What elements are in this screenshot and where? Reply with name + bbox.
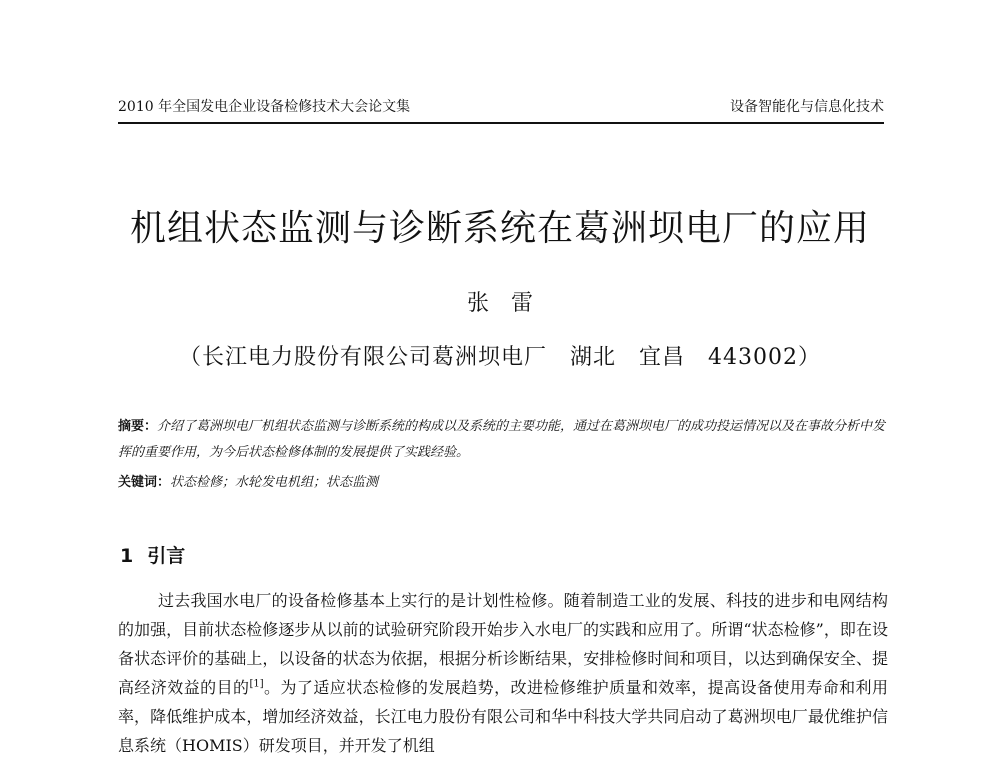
section-heading [120,541,185,568]
intro-text-part1: 过去我国水电厂的设备检修基本上实行的是计划性检修。随着制造工业的发展、科技的进步和电网结构的加强，目前状态检修逐步从以前的试验研究阶段开始步入水电厂的实践和应用了。所谓“状态检修”，即在设备状态评价的基础上，以设备的状态为依据，根据分析诊断结果，安排检修时间和项目，以达到确保安全、提高经济效益的目的 [118,591,888,697]
header-section-topic: 设备智能化与信息化技术 [730,99,884,115]
section-number: 1 [120,545,134,567]
intro-paragraph [118,586,888,760]
abstract-label: 摘要： [118,419,158,434]
running-header [118,98,884,124]
intro-text-part2: 。为了适应状态检修的发展趋势，改进检修维护质量和效率，提高设备使用寿命和利用率，降低维护成本，增加经济效益，长江电力股份有限公司和华中科技大学共同启动了葛洲坝电厂最优维护信息系统（HOMIS）研发项目，并开发了机组 [118,678,888,755]
abstract-text: 介绍了葛洲坝电厂机组状态监测与诊断系统的构成以及系统的主要功能，通过在葛洲坝电厂的成功投运情况以及在事故分析中发挥的重要作用，为今后状态检修体制的发展提供了实践经验。 [118,419,886,460]
paper-title: 机组状态监测与诊断系统在葛洲坝电厂的应用 [129,208,870,249]
abstract [118,414,888,466]
keywords-label: 关键词： [118,475,171,490]
keywords-text: 状态检修；水轮发电机组；状态监测 [170,475,379,490]
keywords [118,470,888,496]
author-name: 张雷 [466,291,555,316]
citation-ref[interactable]: [1] [249,678,264,690]
section-title: 引言 [147,545,186,567]
header-proceedings-title: 2010 年全国发电企业设备检修技术大会论文集 [118,99,411,115]
author-affiliation: （长江电力股份有限公司葛洲坝电厂 湖北 宜昌 443002） [179,345,821,370]
